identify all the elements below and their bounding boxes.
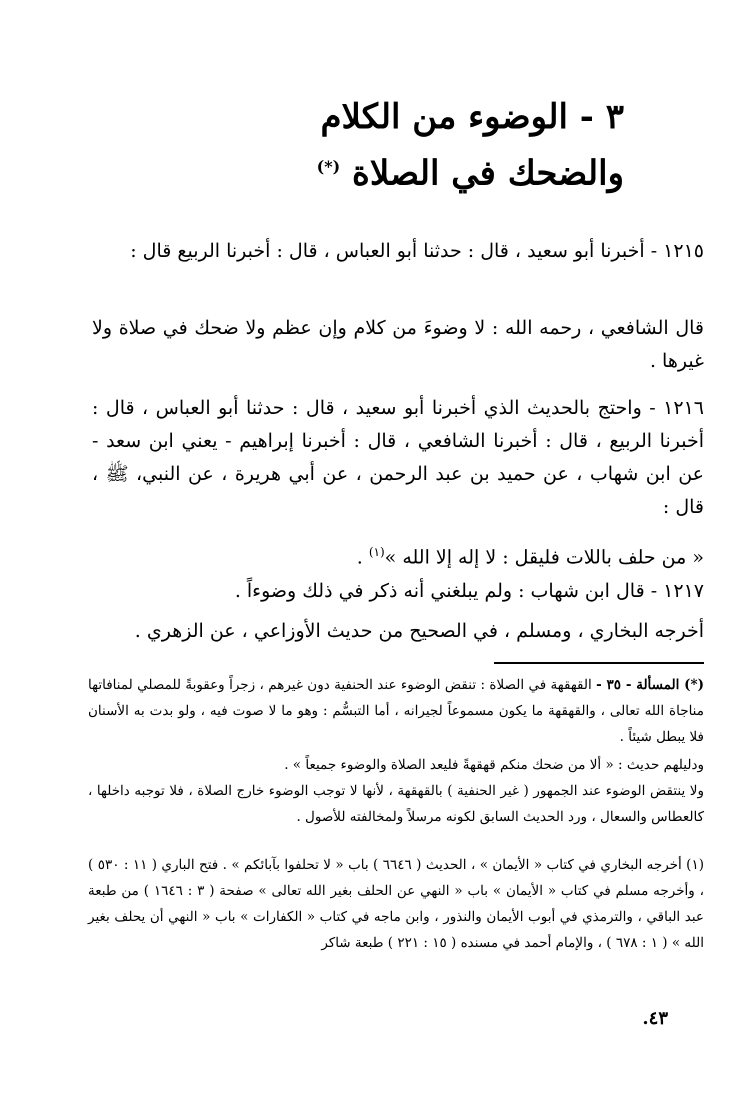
paragraph-shafii-statement: قال الشافعي ، رحمه الله : لا وضوءَ من كلام وإن عظم ولا ضحك في صلاة ولا غيرها .	[92, 317, 704, 372]
hadith-quote	[92, 536, 704, 574]
footnote-divider	[494, 662, 704, 664]
footnote-majority-view: ولا ينتقض الوضوء عند الجمهور ( غير الحنفية ) بالقهقهة ، لأنها لا توجب الوضوء خارج الصلاة ، فلا توجبه داخلها ، كالعطاس والسعال ، ورد الحديث السابق لكونه مرسلاً ولمخالفته للأصول .	[88, 783, 704, 825]
footnote-evidence: ودليلهم حديث : « ألا من ضحك منكم قهقهةً فليعد الصلاة والوضوء جميعاً » .	[284, 757, 704, 773]
paragraph-1217: ١٢١٧ - قال ابن شهاب : ولم يبلغني أنه ذكر في ذلك وضوءاً .	[234, 580, 704, 602]
footnote-issue-text: القهقهة في الصلاة : تنقض الوضوء عند الحنفية دون غيرهم ، زجراً وعقوبةً للمصلي لمنافاتها مناجاة الله تعالى ، والقهقهة ما يكون مسموعاً لجيرانه ، أما التبسُّم : وهو ما لا صوت فيه ، ولو بدت به الأسنان فلا يبطل شيئاً .	[88, 677, 704, 745]
title-line-2-text: والضحك في الصلاة	[352, 153, 624, 194]
page-number: ٤٣.	[642, 1008, 668, 1029]
paragraph-1215: ١٢١٥ - أخبرنا أبو سعيد ، قال : حدثنا أبو العباس ، قال : أخبرنا الربيع قال :	[130, 240, 704, 262]
footnote-issue-35	[88, 672, 704, 750]
title-line-2	[224, 142, 624, 198]
paragraph-1216: ١٢١٦ - واحتج بالحديث الذي أخبرنا أبو سعيد ، قال : حدثنا أبو العباس ، قال : أخبرنا الربيع ، قال : أخبرنا الشافعي ، قال : أخبرنا إبراهيم - يعني ابن سعد - عن ابن شهاب ، عن حميد بن عبد الرحمن ، عن أبي هريرة ، عن النبي، ﷺ ، قال :	[92, 397, 704, 518]
paragraph-takhrij: أخرجه البخاري ، ومسلم ، في الصحيح من حديث الأوزاعي ، عن الزهري .	[134, 620, 704, 642]
title-footnote-marker: (*)	[316, 157, 341, 176]
hadith-quote-end: .	[356, 546, 369, 569]
footnote-1: (١) أخرجه البخاري في كتاب « الأيمان » ، الحديث ( ٦٦٤٦ ) باب « لا تحلفوا بآبائكم » . فتح الباري ( ١١ : ٥٣٠ ) ، وأخرجه مسلم في كتاب « الأيمان » باب « النهي عن الحلف بغير الله تعالى » صفحة ( ٣ : ١٦٤٦ ) من طبعة عبد الباقي ، والترمذي في أبوب الأيمان والنذور ، وابن ماجه في كتاب « الكفارات » باب « النهي أن يحلف بغير الله » ( ١ : ٦٧٨ ) ، والإمام أحمد في مسنده ( ١٥ : ٢٢١ ) طبعة شاكر	[88, 857, 705, 951]
footnote-issue-label: (*) المسألة - ٣٥ -	[596, 677, 704, 693]
title-line-1: ٣ - الوضوء من الكلام	[320, 97, 624, 137]
hadith-footnote-ref: (١)	[368, 545, 385, 559]
chapter-title	[224, 92, 624, 198]
hadith-quote-text: « من حلف باللات فليقل : لا إله إلا الله »	[384, 546, 704, 569]
